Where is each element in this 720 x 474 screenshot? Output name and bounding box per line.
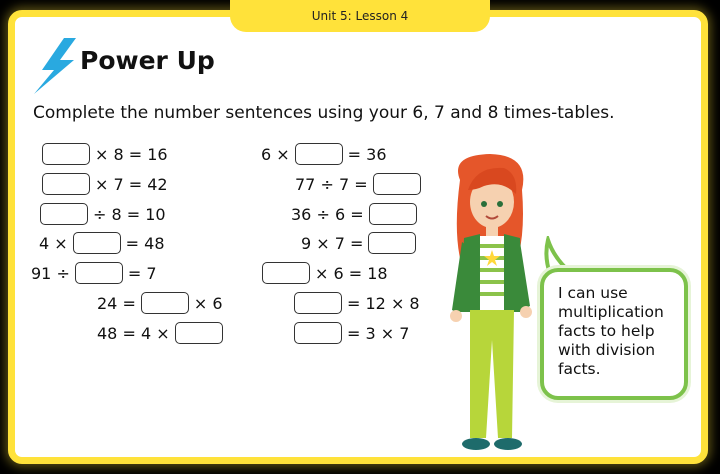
equation-text: = 36: [347, 144, 387, 164]
lesson-label: Unit 5: Lesson 4: [311, 9, 409, 23]
equation-text: 77 ÷ 7 =: [295, 174, 368, 194]
answer-box[interactable]: [40, 203, 88, 225]
answer-box[interactable]: [262, 262, 310, 284]
answer-box[interactable]: [175, 322, 223, 344]
answer-box[interactable]: [73, 232, 121, 254]
equation-left-4: [38, 230, 166, 256]
equation-right-2: [294, 171, 425, 197]
equation-text: 4 ×: [39, 233, 68, 253]
answer-box[interactable]: [294, 322, 342, 344]
equation-text: × 6: [193, 293, 223, 313]
equation-right-4: [300, 230, 420, 256]
equation-text: 36 ÷ 6 =: [291, 204, 364, 224]
section-title: Power Up: [80, 46, 215, 75]
speech-line: multiplication: [558, 303, 664, 321]
answer-box[interactable]: [141, 292, 189, 314]
answer-box[interactable]: [368, 232, 416, 254]
equation-text: = 3 × 7: [347, 323, 410, 343]
equation-right-3: [290, 201, 421, 227]
answer-box[interactable]: [42, 143, 90, 165]
equation-text: 91 ÷: [31, 263, 70, 283]
equation-right-6: [290, 290, 421, 316]
speech-bubble-text: [558, 284, 682, 379]
equation-text: 6 ×: [261, 144, 290, 164]
equation-text: = 7: [127, 263, 157, 283]
equation-right-7: [290, 320, 410, 346]
answer-box[interactable]: [42, 173, 90, 195]
girl-character-illustration: [430, 150, 550, 460]
speech-bubble: [540, 268, 688, 400]
speech-line: I can use: [558, 284, 628, 302]
equation-text: = 48: [125, 233, 165, 253]
lightning-bolt-icon: [30, 36, 80, 96]
answer-box[interactable]: [75, 262, 123, 284]
answer-box[interactable]: [295, 143, 343, 165]
equation-left-1: [38, 141, 169, 167]
equation-text: = 12 × 8: [347, 293, 420, 313]
equation-text: 24 =: [97, 293, 136, 313]
equation-left-7: [96, 320, 227, 346]
equation-right-1: [260, 141, 388, 167]
answer-box[interactable]: [373, 173, 421, 195]
speech-line: facts to help: [558, 322, 655, 340]
speech-line: facts.: [558, 360, 601, 378]
equation-left-6: [96, 290, 224, 316]
instruction-text: Complete the number sentences using your 6, 7 and 8 times-tables.: [33, 103, 615, 123]
equation-text: 9 × 7 =: [301, 233, 364, 253]
lesson-tab: [230, 0, 490, 32]
equation-left-3: [36, 201, 167, 227]
equation-text: ÷ 8 = 10: [93, 204, 166, 224]
equation-text: × 7 = 42: [95, 174, 168, 194]
equation-text: 48 = 4 ×: [97, 323, 170, 343]
speech-line: with division: [558, 341, 656, 359]
equation-left-2: [38, 171, 169, 197]
equation-text: × 8 = 16: [95, 144, 168, 164]
equation-right-5: [258, 260, 389, 286]
answer-box[interactable]: [369, 203, 417, 225]
answer-box[interactable]: [294, 292, 342, 314]
equation-left-5: [30, 260, 158, 286]
equation-text: × 6 = 18: [315, 263, 388, 283]
